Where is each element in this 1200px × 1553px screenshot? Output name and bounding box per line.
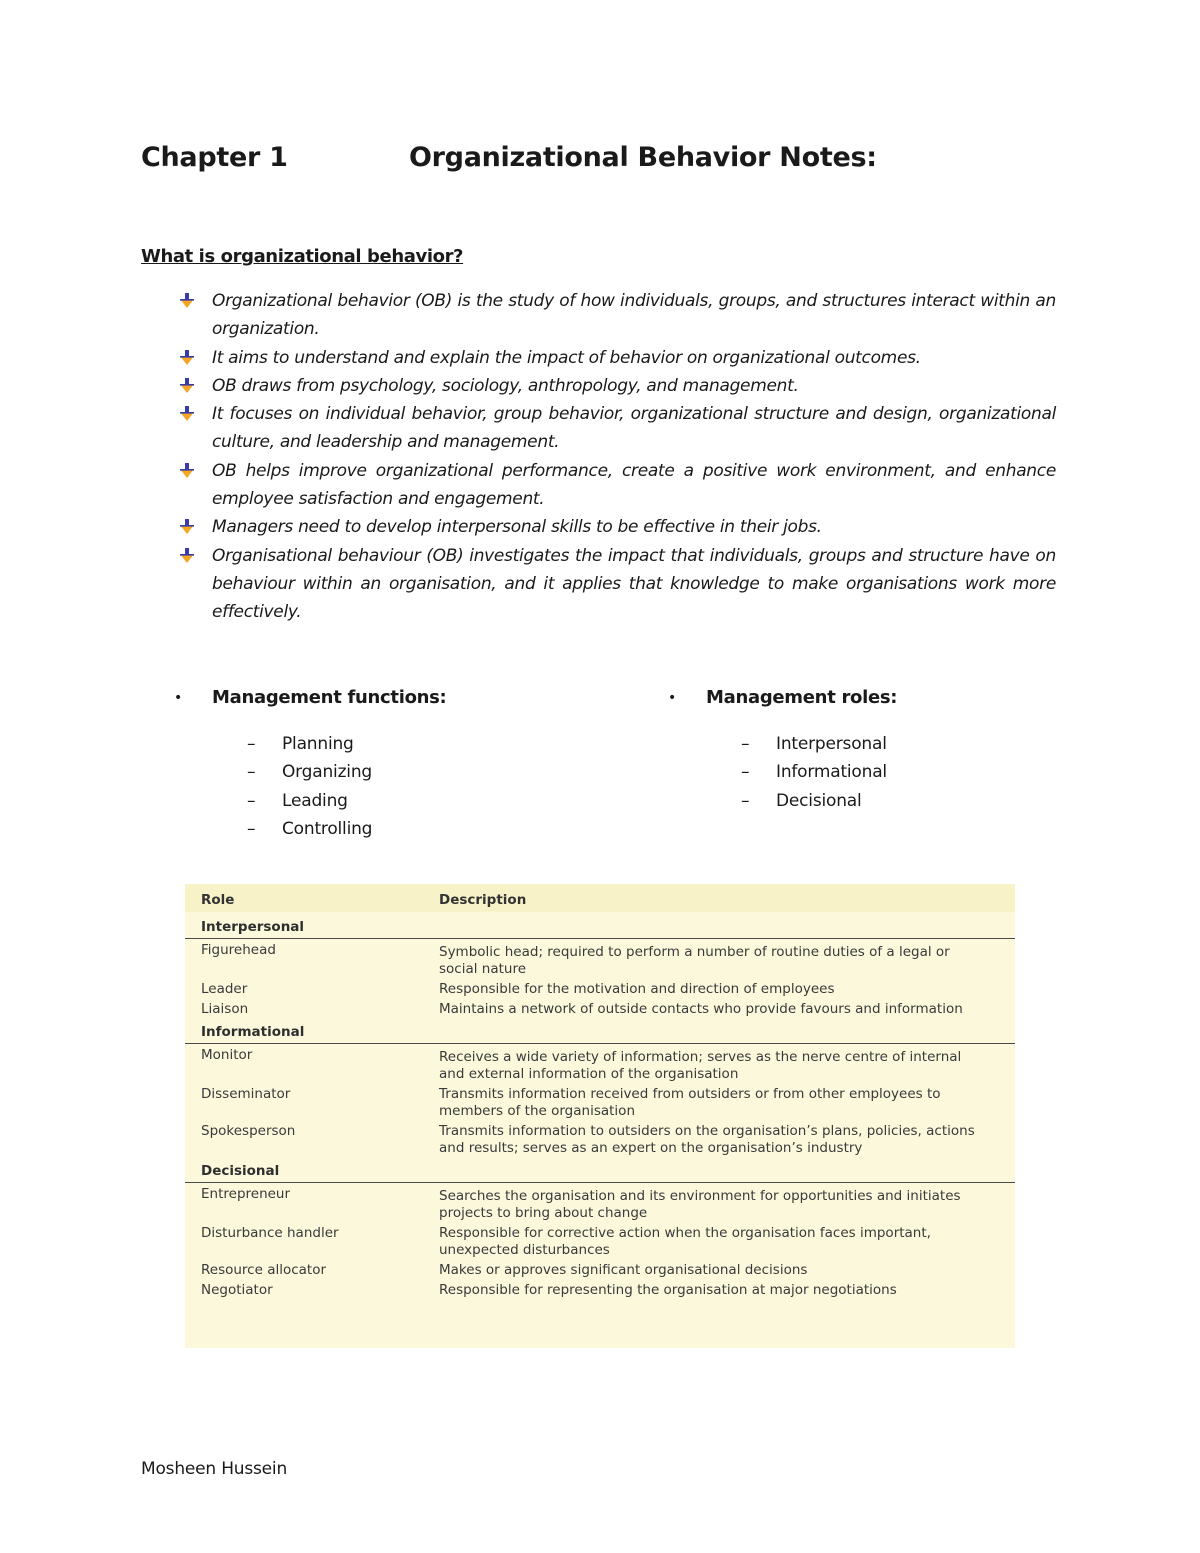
role-cell: Spokesperson [201,1123,296,1139]
section-title: What is organizational behavior? [141,246,464,267]
list-item [180,457,1056,514]
role-cell: Disturbance handler [201,1225,339,1241]
role-cell: Disseminator [201,1086,291,1102]
description-cell: Responsible for representing the organisation at major negotiations [439,1282,897,1298]
dash-icon: – [741,762,750,783]
role-cell: Monitor [201,1047,253,1063]
bullet-text: OB helps improve organizational performance, create a positive work environment, and enhance employee satisfaction and engagement. [212,460,1056,510]
list-item [174,758,446,786]
arrow-down-icon [180,350,194,365]
table-row [185,1086,1015,1123]
role-cell: Leader [201,981,248,997]
role-cell: Resource allocator [201,1262,327,1278]
bullet-text: It aims to understand and explain the impact of behavior on organizational outcomes. [212,347,921,368]
management-roles [668,684,897,815]
list-item [180,372,1056,400]
table-row [185,1282,1015,1302]
list-item [180,400,1056,457]
bullet-dot-icon: • [668,690,676,706]
item-text: Controlling [282,818,373,839]
table-row [185,1186,1015,1225]
list-item [668,758,897,786]
table-row [185,1262,1015,1282]
bullet-text: Organisational behaviour (OB) investigates the impact that individuals, groups and structure have on behaviour within an organisation, and it applies that knowledge to make organisations work more effectively. [212,545,1056,623]
footer-author: Mosheen Hussein [141,1459,288,1479]
dash-icon: – [247,734,256,754]
management-functions-heading [174,684,446,712]
management-functions [174,684,446,843]
list-item [180,542,1056,627]
description-cell: Transmits information received from outsiders or from other employees to members of the organisation [439,1086,941,1119]
functions-heading-text: Management functions: [212,687,447,708]
dash-icon: – [741,734,750,754]
arrow-down-icon [180,519,194,534]
roles-list [668,730,897,815]
list-item [180,287,1056,344]
table-row [185,981,1015,1001]
column-header-description: Description [439,892,527,908]
table-header [185,884,1015,912]
list-item [174,787,446,815]
table-row [185,1047,1015,1086]
table-row [185,1001,1015,1021]
description-cell: Symbolic head; required to perform a number of routine duties of a legal or social nature [439,944,950,977]
functions-list [174,730,446,843]
group-header: Interpersonal [185,916,1015,939]
list-item [174,730,446,758]
dash-icon: – [741,790,750,811]
management-roles-table [185,884,1015,1348]
description-cell: Searches the organisation and its environment for opportunities and initiates projects to bring about change [439,1188,961,1221]
description-cell: Responsible for the motivation and direction of employees [439,981,835,997]
description-cell: Maintains a network of outside contacts who provide favours and information [439,1001,963,1017]
role-cell: Figurehead [201,942,276,958]
dash-icon: – [247,818,256,839]
arrow-down-icon [180,548,194,563]
table-row [185,942,1015,981]
bullet-text: OB draws from psychology, sociology, anthropology, and management. [212,375,799,396]
item-text: Interpersonal [776,734,887,754]
arrow-down-icon [180,406,194,421]
item-text: Informational [776,762,887,783]
description-cell: Responsible for corrective action when the organisation faces important, unexpected disturbances [439,1225,931,1258]
item-text: Planning [282,734,354,754]
role-cell: Entrepreneur [201,1186,291,1202]
bullet-text: Organizational behavior (OB) is the study of how individuals, groups, and structures interact within an organization. [212,291,1056,340]
roles-heading-text: Management roles: [706,687,898,708]
role-cell: Negotiator [201,1282,273,1298]
arrow-down-icon [180,293,194,308]
management-roles-heading [668,684,897,712]
bullet-text: Managers need to develop interpersonal skills to be effective in their jobs. [212,517,822,538]
ob-bullet-list [180,287,1056,627]
table-row [185,1123,1015,1160]
arrow-down-icon [180,378,194,393]
list-item [668,730,897,758]
description-cell: Transmits information to outsiders on the organisation’s plans, policies, actions and results; serves as an expert on the organisation’s industry [439,1123,975,1156]
item-text: Leading [282,790,348,811]
bullet-text: It focuses on individual behavior, group behavior, organizational structure and design, organizational culture, and leadership and management. [212,404,1056,453]
table-body [185,916,1015,1302]
group-header: Informational [185,1021,1015,1044]
list-item [180,513,1056,541]
description-cell: Receives a wide variety of information; serves as the nerve centre of internal and external information of the organisation [439,1049,962,1082]
item-text: Decisional [776,790,862,811]
list-item [180,344,1056,372]
item-text: Organizing [282,762,372,783]
chapter-label: Chapter 1 [141,142,288,173]
list-item [174,815,446,843]
page-title: Organizational Behavior Notes: [409,142,877,173]
list-item [668,787,897,815]
group-header: Decisional [185,1160,1015,1183]
table-row [185,1225,1015,1262]
role-cell: Liaison [201,1001,249,1017]
dash-icon: – [247,762,256,783]
description-cell: Makes or approves significant organisational decisions [439,1262,808,1278]
bullet-dot-icon: • [174,690,182,706]
dash-icon: – [247,790,256,811]
column-header-role: Role [201,892,235,908]
arrow-down-icon [180,463,194,478]
